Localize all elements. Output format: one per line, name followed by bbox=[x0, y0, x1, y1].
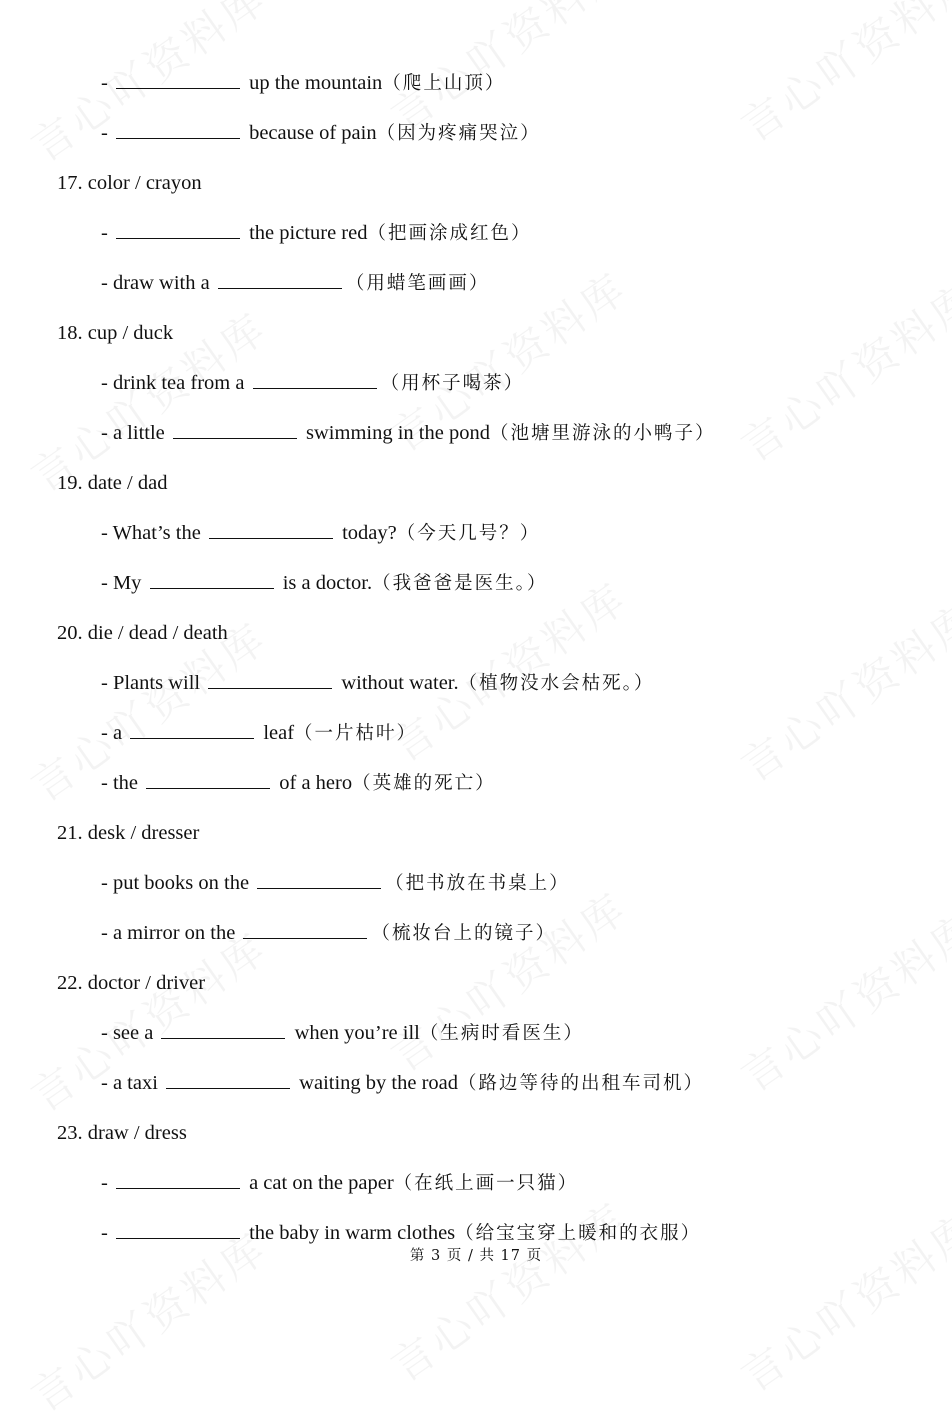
item-suffix-text: when you’re ill bbox=[289, 1022, 420, 1044]
item-prefix-text: - put books on the bbox=[101, 872, 255, 894]
watermark-text bbox=[378, 1186, 639, 1393]
item-suffix-text: the picture red bbox=[243, 222, 368, 244]
item-prefix-text: - a little bbox=[101, 422, 170, 444]
answer-blank[interactable] bbox=[243, 920, 367, 939]
exercise-item bbox=[101, 69, 505, 97]
exercise-heading: 23. draw / dress bbox=[57, 1122, 187, 1144]
item-prefix-text: - a mirror on the bbox=[101, 922, 241, 944]
item-suffix-text: is a doctor. bbox=[277, 572, 373, 594]
answer-blank[interactable] bbox=[209, 520, 333, 539]
exercise-heading: 18. cup / duck bbox=[57, 322, 174, 344]
exercise-item bbox=[101, 369, 524, 397]
chinese-translation: （一片枯叶） bbox=[294, 723, 418, 744]
watermark-text bbox=[728, 1196, 952, 1403]
answer-blank[interactable] bbox=[130, 720, 254, 739]
exercise-item bbox=[101, 1169, 578, 1197]
answer-blank[interactable] bbox=[208, 670, 332, 689]
answer-blank[interactable] bbox=[173, 420, 297, 439]
chinese-translation: （因为疼痛哭泣） bbox=[376, 123, 541, 144]
answer-blank[interactable] bbox=[257, 870, 381, 889]
chinese-translation: （植物没水会枯死。） bbox=[458, 673, 655, 694]
chinese-translation: （在纸上画一只猫） bbox=[393, 1173, 579, 1194]
answer-blank[interactable] bbox=[218, 270, 342, 289]
watermark-text bbox=[728, 0, 952, 154]
exercise-item bbox=[101, 769, 496, 797]
exercise-item bbox=[101, 919, 556, 947]
item-prefix-text: - bbox=[101, 222, 113, 244]
chinese-translation: （我爸爸是医生。） bbox=[372, 573, 548, 594]
chinese-translation: （爬上山顶） bbox=[382, 73, 506, 94]
exercise-heading: 19. date / dad bbox=[57, 472, 168, 494]
answer-blank[interactable] bbox=[166, 1070, 290, 1089]
exercise-heading: 20. die / dead / death bbox=[57, 622, 228, 644]
chinese-translation: （把书放在书桌上） bbox=[385, 873, 570, 894]
item-suffix-text: waiting by the road bbox=[294, 1072, 459, 1094]
chinese-translation: （用蜡笔画画） bbox=[345, 273, 490, 294]
chinese-translation: （今天几号？） bbox=[396, 523, 541, 544]
exercise-item bbox=[101, 1219, 701, 1247]
exercise-item bbox=[101, 569, 547, 597]
exercise-item bbox=[101, 119, 541, 147]
item-prefix-text: - the bbox=[101, 772, 144, 794]
item-prefix-text: - My bbox=[101, 572, 147, 594]
item-suffix-text: the baby in warm clothes bbox=[243, 1222, 456, 1244]
answer-blank[interactable] bbox=[161, 1020, 285, 1039]
item-suffix-text: swimming in the pond bbox=[300, 422, 490, 444]
item-prefix-text: - bbox=[101, 72, 113, 94]
item-suffix-text: leaf bbox=[258, 722, 295, 744]
answer-blank[interactable] bbox=[253, 370, 377, 389]
answer-blank[interactable] bbox=[116, 1220, 240, 1239]
chinese-translation: （池塘里游泳的小鸭子） bbox=[489, 423, 716, 444]
watermark-text bbox=[728, 896, 952, 1103]
item-prefix-text: - bbox=[101, 1222, 113, 1244]
answer-blank[interactable] bbox=[116, 120, 240, 139]
answer-blank[interactable] bbox=[116, 220, 240, 239]
item-suffix-text: because of pain bbox=[243, 122, 377, 144]
answer-blank[interactable] bbox=[150, 570, 274, 589]
item-prefix-text: - a bbox=[101, 722, 128, 744]
item-suffix-text: a cat on the paper bbox=[243, 1172, 394, 1194]
chinese-translation: （生病时看医生） bbox=[419, 1023, 584, 1044]
item-suffix-text: without water. bbox=[336, 672, 459, 694]
exercise-item bbox=[101, 719, 417, 747]
item-prefix-text: - draw with a bbox=[101, 272, 215, 294]
chinese-translation: （梳妆台上的镜子） bbox=[371, 923, 556, 944]
chinese-translation: （路边等待的出租车司机） bbox=[458, 1073, 705, 1094]
exercise-heading: 22. doctor / driver bbox=[57, 972, 206, 994]
exercise-item bbox=[101, 419, 715, 447]
exercise-item bbox=[101, 669, 654, 697]
item-prefix-text: - Plants will bbox=[101, 672, 206, 694]
item-prefix-text: - What’s the bbox=[101, 522, 206, 544]
exercise-item bbox=[101, 219, 531, 247]
exercise-item bbox=[101, 1069, 704, 1097]
chinese-translation: （给宝宝穿上暖和的衣服） bbox=[455, 1223, 702, 1244]
item-prefix-text: - a taxi bbox=[101, 1072, 164, 1094]
item-suffix-text: up the mountain bbox=[243, 72, 383, 94]
exercise-heading: 21. desk / dresser bbox=[57, 822, 200, 844]
answer-blank[interactable] bbox=[116, 70, 240, 89]
exercise-item bbox=[101, 1019, 584, 1047]
answer-blank[interactable] bbox=[116, 1170, 240, 1189]
exercise-item bbox=[101, 519, 540, 547]
watermark-text bbox=[728, 586, 952, 793]
item-prefix-text: - bbox=[101, 122, 113, 144]
watermark-text bbox=[378, 876, 639, 1083]
item-suffix-text: of a hero bbox=[274, 772, 353, 794]
exercise-item bbox=[101, 269, 489, 297]
exercise-heading: 17. color / crayon bbox=[57, 172, 202, 194]
item-prefix-text: - see a bbox=[101, 1022, 159, 1044]
chinese-translation: （用杯子喝茶） bbox=[380, 373, 525, 394]
answer-blank[interactable] bbox=[146, 770, 270, 789]
item-prefix-text: - bbox=[101, 1172, 113, 1194]
item-prefix-text: - drink tea from a bbox=[101, 372, 250, 394]
chinese-translation: （英雄的死亡） bbox=[352, 773, 496, 794]
chinese-translation: （把画涂成红色） bbox=[367, 223, 532, 244]
page-footer: 第 3 页 / 共 17 页 bbox=[409, 1248, 543, 1264]
exercise-item bbox=[101, 869, 570, 897]
watermark-text bbox=[728, 266, 952, 473]
item-suffix-text: today? bbox=[336, 522, 397, 544]
